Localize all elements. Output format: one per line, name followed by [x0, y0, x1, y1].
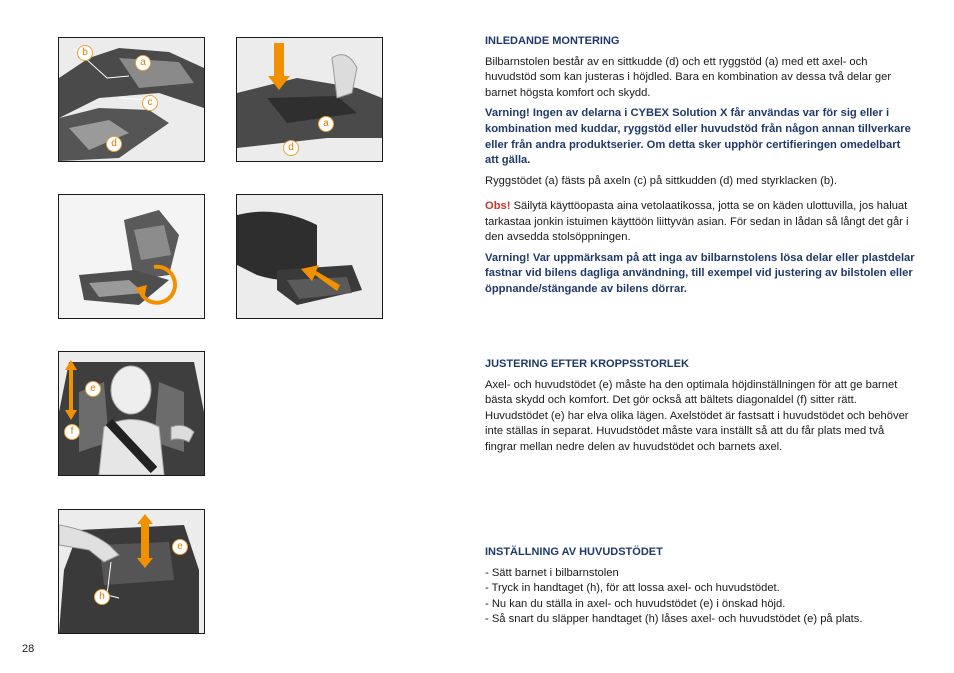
drawer-rotate-illustration: [59, 195, 204, 318]
list-item: - Nu kan du ställa in axel- och huvudstödet (e) i önskad höjd.: [485, 597, 786, 610]
figure-backrest-insert: [236, 37, 383, 162]
section-obs: [485, 199, 917, 303]
list-item: - Så snart du släpper handtaget (h) låses axel- och huvudstödet (e) på plats.: [485, 613, 863, 626]
body-size-illustration: [59, 352, 204, 475]
list-item: - Sätt barnet i bilbarnstolen: [485, 566, 619, 579]
marker-d: d: [106, 136, 122, 152]
figure-seat-assembly: [58, 37, 205, 162]
list-item: - Tryck in handtaget (h), för att lossa axel- och huvudstödet.: [485, 582, 780, 595]
section-heading: INLEDANDE MONTERING: [485, 35, 620, 47]
marker-c: c: [142, 95, 158, 111]
paragraph: Axel- och huvudstödet (e) måste ha den optimala höjdinställningen för att ge barnet bästa skydd och komfort. Det gör också att bältets diagonaldel (f) sitter rätt. Huvudstödet (e) har elva olika lägen. Axelstödet är fastsatt i huvudstödet och behöver inte ställas in separat. Huvudstödet måste vara inställt så att du får plats med två fingrar mellan nedre delen av huvudstödet och barnets axel.: [485, 378, 909, 453]
marker-e: e: [172, 539, 188, 555]
figure-headrest-adjustment: [58, 509, 205, 634]
marker-d: d: [283, 140, 299, 156]
paragraph: Ryggstödet (a) fästs på axeln (c) på sittkudden (d) med styrklacken (b).: [485, 174, 837, 187]
section-heading: INSTÄLLNING AV HUVUDSTÖDET: [485, 546, 663, 558]
page-number: 28: [22, 643, 35, 655]
section-body-size: [485, 357, 917, 461]
marker-e: e: [85, 381, 101, 397]
paragraph: Bilbarnstolen består av en sittkudde (d) och ett ryggstöd (a) med ett axel- och huvudstöd som kan justeras i höjdled. Bara en kombination av dessa två delar ger barnet högsta komfort och skydd.: [485, 55, 892, 99]
warning-text: Varning! Var uppmärksam på att inga av bilbarnstolens lösa delar eller plastdelar fastnar vid bilens dagliga användning, till exempel vid justering av bilstolen eller öppnande/stängande av bilens dörrar.: [485, 251, 915, 295]
marker-f: f: [64, 424, 80, 440]
marker-h: h: [94, 589, 110, 605]
drawer-insert-illustration: [237, 195, 382, 318]
headrest-adjustment-illustration: [59, 510, 204, 633]
marker-b: b: [77, 45, 93, 61]
section-heading: JUSTERING EFTER KROPPSSTORLEK: [485, 358, 689, 370]
figure-drawer-rotate: [58, 194, 205, 319]
section-initial-assembly: [485, 34, 917, 194]
section-headrest: [485, 545, 917, 628]
marker-a: a: [135, 55, 151, 71]
warning-text: Varning! Ingen av delarna i CYBEX Solution X får användas var för sig eller i kombination med kuddar, ryggstöd eller huvudstöd från någon annan tillverkare eller från andra produktserier. Om detta sker upphör certifieringen omedelbart att gälla.: [485, 107, 911, 167]
obs-label: Obs!: [485, 200, 511, 212]
obs-text: Säilytä käyttöopasta aina vetolaatikossa, jotta se on käden ulottuvilla, jos haluat tarkastaa jonkin istuimen käyttöön liittyvän asian. För sedan in lådan så långt det går i den avsedda stolsöppningen.: [485, 200, 909, 244]
figure-body-size-adjustment: [58, 351, 205, 476]
steps-list: [485, 566, 917, 628]
marker-a: a: [318, 116, 334, 132]
backrest-insert-illustration: [237, 38, 382, 161]
figure-drawer-insert: [236, 194, 383, 319]
obs-paragraph: [485, 199, 917, 246]
